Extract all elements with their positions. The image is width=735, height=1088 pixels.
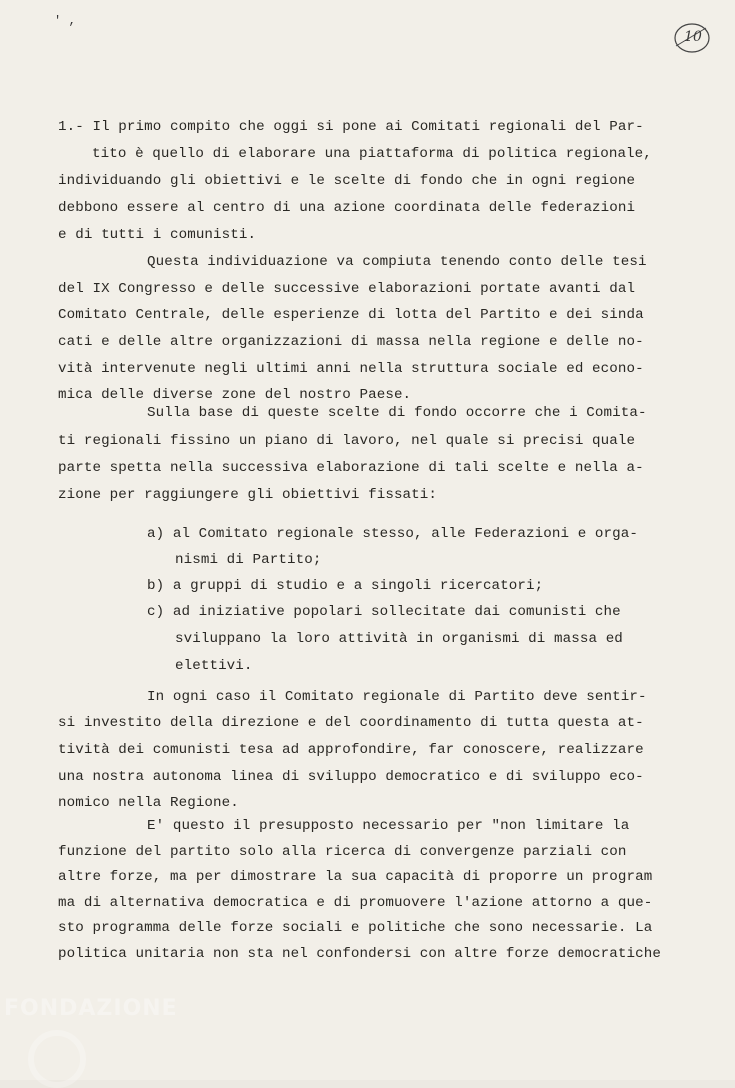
p2-line-4: cati e delle altre organizzazioni di massa nella regione e delle no-: [58, 334, 644, 350]
page-number-stamp: [672, 20, 712, 56]
archive-watermark: [0, 990, 178, 1080]
p1-line-5: e di tutti i comunisti.: [58, 227, 257, 243]
list-item-c-line-1: c) ad iniziative popolari sollecitate dai comunisti che: [147, 604, 621, 620]
list-item-a-line-1: a) al Comitato regionale stesso, alle Federazioni e orga-: [147, 526, 638, 542]
p3-line-3: parte spetta nella successiva elaborazione di tali scelte e nella a-: [58, 460, 644, 476]
p5-line-3: altre forze, ma per dimostrare la sua capacità di proporre un program: [58, 869, 653, 885]
p1-line-2: tito è quello di elaborare una piattaforma di politica regionale,: [92, 146, 652, 162]
p2-line-1: Questa individuazione va compiuta tenendo conto delle tesi: [147, 254, 647, 270]
p4-line-2: si investito della direzione e del coordinamento di tutta questa at-: [58, 715, 644, 731]
p5-line-2: funzione del partito solo alla ricerca di convergenze parziali con: [58, 844, 627, 860]
watermark-text: FONDAZIONE: [4, 996, 178, 1021]
margin-marks: ' ,: [54, 14, 76, 28]
p4-line-4: una nostra autonoma linea di sviluppo democratico e di sviluppo eco-: [58, 769, 644, 785]
page-number: 10: [683, 29, 702, 45]
p1-line-3: individuando gli obiettivi e le scelte di fondo che in ogni regione: [58, 173, 636, 189]
p5-line-1: E' questo il presupposto necessario per "non limitare la: [147, 818, 630, 834]
p3-line-4: zione per raggiungere gli obiettivi fissati:: [58, 487, 438, 503]
p3-line-2: ti regionali fissino un piano di lavoro, nel quale si precisi quale: [58, 433, 636, 449]
p5-line-6: politica unitaria non sta nel confondersi con altre forze democratiche: [58, 946, 661, 962]
p5-line-5: sto programma delle forze sociali e politiche che sono necessarie. La: [58, 920, 653, 936]
p2-line-3: Comitato Centrale, delle esperienze di lotta del Partito e dei sinda: [58, 307, 644, 323]
p4-line-5: nomico nella Regione.: [58, 795, 239, 811]
p1-line-1: 1.- Il primo compito che oggi si pone ai Comitati regionali del Par-: [58, 119, 644, 135]
list-item-c-line-2: sviluppano la loro attività in organismi di massa ed: [175, 631, 623, 647]
p2-line-2: del IX Congresso e delle successive elaborazioni portate avanti dal: [58, 281, 636, 297]
p5-line-4: ma di alternativa democratica e di promuovere l'azione attorno a que-: [58, 895, 653, 911]
list-item-b: b) a gruppi di studio e a singoli ricercatori;: [147, 578, 544, 594]
watermark-ring-icon: [28, 1030, 86, 1088]
p1-line-4: debbono essere al centro di una azione coordinata delle federazioni: [58, 200, 636, 216]
p4-line-1: In ogni caso il Comitato regionale di Partito deve sentir-: [147, 689, 647, 705]
list-item-a-line-2: nismi di Partito;: [175, 552, 322, 568]
p4-line-3: tività dei comunisti tesa ad approfondire, far conoscere, realizzare: [58, 742, 644, 758]
p2-line-6: mica delle diverse zone del nostro Paese.: [58, 387, 412, 403]
p3-line-1: Sulla base di queste scelte di fondo occorre che i Comita-: [147, 405, 647, 421]
list-item-c-line-3: elettivi.: [175, 658, 253, 674]
p2-line-5: vità intervenute negli ultimi anni nella struttura sociale ed econo-: [58, 361, 644, 377]
